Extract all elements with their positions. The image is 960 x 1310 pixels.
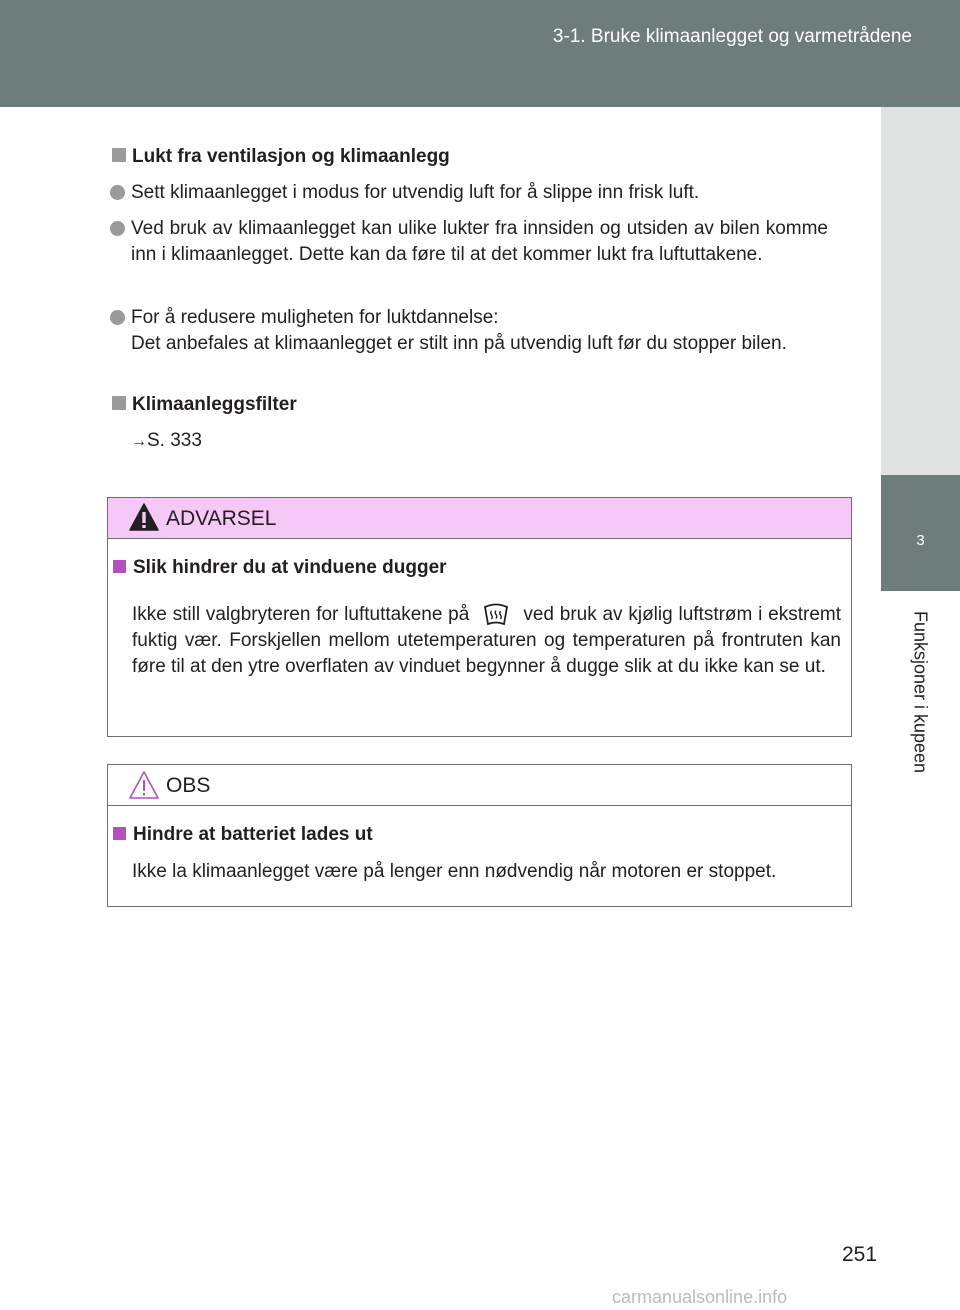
warning-box-header xyxy=(108,498,851,539)
reference-arrow-icon: → xyxy=(131,433,147,450)
warning-box xyxy=(107,497,852,737)
chapter-number: 3 xyxy=(916,532,925,549)
warning-triangle-icon xyxy=(129,503,159,531)
warning-heading: Slik hindrer du at vinduene dugger xyxy=(113,557,447,579)
notice-box-header xyxy=(108,765,851,806)
square-bullet-icon xyxy=(113,827,126,840)
round-bullet-icon xyxy=(110,185,125,200)
round-bullet-icon xyxy=(110,221,125,236)
page-number: 251 xyxy=(842,1243,878,1266)
section-title: 3-1. Bruke klimaanlegget og varmetrådene xyxy=(552,26,912,47)
notice-box xyxy=(107,764,852,907)
list-item: Sett klimaanlegget i modus for utvendig luft for å slippe inn frisk luft. xyxy=(131,180,828,206)
odor-heading: Lukt fra ventilasjon og klimaanlegg xyxy=(112,146,450,168)
notice-heading: Hindre at batteriet lades ut xyxy=(113,824,373,846)
windshield-defroster-icon xyxy=(483,603,509,627)
warning-text: Ikke still valgbryteren for luftuttakene på ved bruk av kjølig luftstrøm i ekstremt fuktig vær. Forskjellen mellom utetemperaturen og temperaturen på frontruten kan føre til at den ytre overflaten av vinduet begynner å dugge slik at du ikke kan se ut. xyxy=(132,604,841,677)
chapter-title: Funksjoner i kupeen xyxy=(910,610,931,774)
warning-label: ADVARSEL xyxy=(166,507,277,530)
caution-triangle-icon xyxy=(129,770,159,800)
list-item: For å redusere muligheten for luktdannelse: Det anbefales at klimaanlegget er stilt inn på utvendig luft før du stopper bilen. xyxy=(131,305,828,357)
page-header xyxy=(0,0,960,107)
round-bullet-icon xyxy=(110,310,125,325)
list-item: Ved bruk av klimaanlegget kan ulike lukter fra innsiden og utsiden av bilen komme inn i klimaanlegget. Dette kan da føre til at det kommer lukt fra luftuttakene. xyxy=(131,216,828,268)
square-bullet-icon xyxy=(112,148,126,162)
watermark: carmanualsonline.info xyxy=(612,1287,788,1307)
square-bullet-icon xyxy=(113,560,126,573)
square-bullet-icon xyxy=(112,396,126,410)
filter-heading: Klimaanleggsfilter xyxy=(112,394,297,416)
page-reference[interactable]: →S. 333 xyxy=(131,430,202,451)
notice-text: Ikke la klimaanlegget være på lenger enn nødvendig når motoren er stoppet. xyxy=(132,861,777,882)
notice-label: OBS xyxy=(166,774,211,797)
